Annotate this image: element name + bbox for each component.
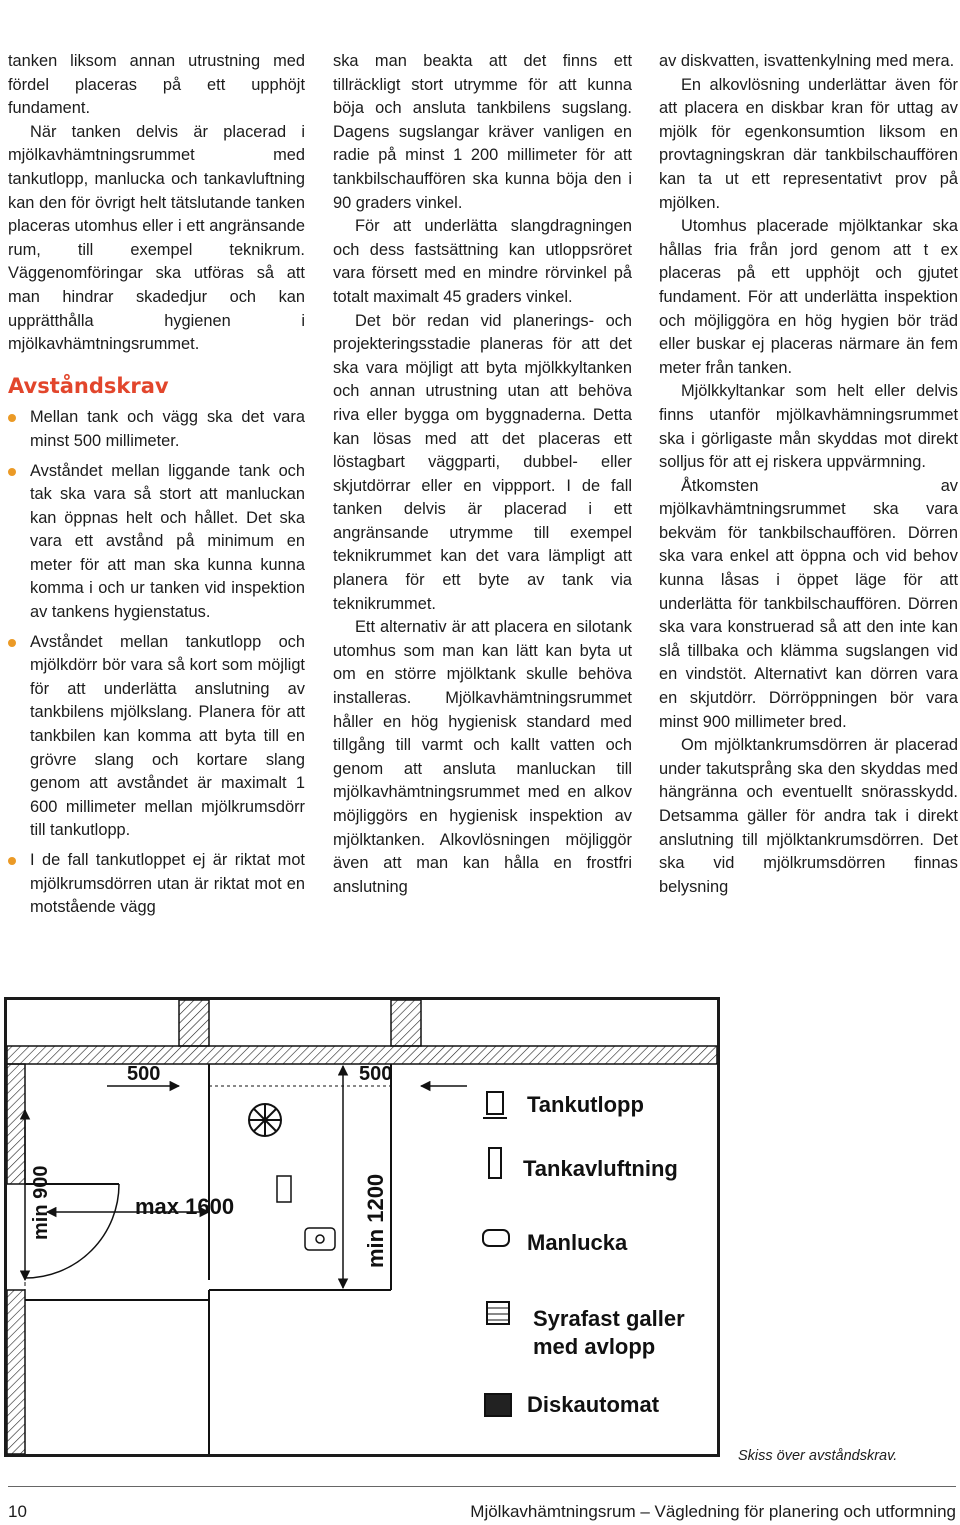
paragraph: ska man beakta att det finns ett tillräckligt stort utrymme för att kunna böja och ansluta tankbilens sugslang. Dagens sugslangar kräver vanligen en radie på minst 1 200 millimeter för att tankbilschauffören ska kunna böja den i 90 graders vinkel. <box>333 52 632 212</box>
legend-symbols <box>483 1092 511 1416</box>
page-number: 10 <box>8 1502 27 1521</box>
dim-label-min1200: min 1200 <box>363 1173 388 1268</box>
bullet-list <box>8 406 305 919</box>
column-2 <box>333 50 632 899</box>
list-item-text: Avståndet mellan tankutlopp och mjölkdörr bör vara så kort som möjligt för att underlätta anslutning av tankbilens mjölkslang. Planera för att tankbilen kan komma att byta till en grövre slang och kortare slang genom att avståndet är maximalt 1 600 millimeter mellan mjölkrumsdörr till tankutlopp. <box>30 632 305 840</box>
list-item-text: Avståndet mellan liggande tank och tak ska vara så stort att manluckan kan öppnas helt och hållet. Det ska vara ett avstånd på minimum en meter för att man ska kunna kunna komma i och ur tanken vid inspektion av tankens hygienstatus. <box>30 461 305 622</box>
paragraph: En alkovlösning underlättar även för att placera en diskbar kran för uttag av mjölk för egenkonsumtion liksom en provtagningskran där tankbilschauffören kan ta ut ett representativt prov på mjölken. <box>659 75 958 212</box>
list-item <box>8 849 305 920</box>
list-item <box>8 631 305 843</box>
running-title: Mjölkavhämtningsrum – Vägledning för planering och utformning <box>470 1502 956 1521</box>
section-heading: Avståndskrav <box>8 373 169 398</box>
paragraph: Ett alternativ är att placera en silotank utomhus som man kan lätt kan byta ut om en större mjölktank skulle behöva installeras. Mjölkavhämtningsrummet håller en hög hygienisk standard med tillgång till varmt och kallt vatten och genom att ansluta manluckan till mjölkavhämtningsrummet med en alkov möjliggörs en hygienisk inspektion av mjölktanken. Alkovlösningen möjliggör även att man kan hålla en frostfri anslutning <box>333 618 632 896</box>
paragraph: För att underlätta slangdragningen och dess fastsättning kan utloppsröret vara försett med en mindre rörvinkel på totalt maximalt 45 graders vinkel. <box>333 217 632 306</box>
list-item <box>8 460 305 625</box>
paragraph: Mjölkkyltankar som helt eller delvis finns utanför mjölkavhämningsrummet ska i görligaste mån skyddas mot direkt solljus för att ej riskera uppvärmning. <box>659 382 958 472</box>
dim-label-min900: min 900 <box>30 1165 52 1240</box>
bullet-icon <box>8 639 16 647</box>
dim-label-500-right: 500 <box>359 1063 393 1085</box>
legend-label-tankavluftning: Tankavluftning <box>523 1156 678 1181</box>
floor-plan-drawing <box>7 1000 717 1454</box>
list-item-text: I de fall tankutloppet ej är riktat mot mjölkrumsdörren utan är riktat mot en motstående vägg <box>30 851 305 917</box>
legend-label-tankutlopp: Tankutlopp <box>527 1092 644 1117</box>
list-item-text: Mellan tank och vägg ska det vara minst 500 millimeter. <box>30 408 305 450</box>
bullet-icon <box>8 857 16 865</box>
figure-caption: Skiss över avståndskrav. <box>738 1448 898 1464</box>
tank-symbols <box>249 1104 335 1250</box>
paragraph: Utomhus placerade mjölktankar ska hållas fria från jord genom att t ex placeras på ett upphöjt och gjutet fundament. För att underlätta inspektion och möjliggöra en hög hygien bör träd eller buskar ej placeras närmare än fem meter från tanken. <box>659 217 958 377</box>
dimension-lines <box>25 1066 467 1288</box>
legend-label-galler <box>533 1306 691 1359</box>
floor-plan-figure <box>4 997 720 1457</box>
legend-label-galler-line1: Syrafast galler <box>533 1306 685 1331</box>
paragraph: Om mjölktankrumsdörren är placerad under takutsprång ska den skyddas med hängränna och eventuellt snörasskydd. Detsamma gäller för andra tak i direkt anslutning till mjölktankrumsdörren. Det ska vid mjölkrumsdörren finnas belysning <box>659 736 958 896</box>
paragraph: av diskvatten, isvattenkylning med mera. <box>659 52 955 70</box>
footer-rule <box>8 1486 956 1487</box>
legend-label-galler-line2: med avlopp <box>533 1334 656 1359</box>
paragraph: Det bör redan vid planerings- och projekteringsstadie planeras för att det ska vara möjligt att byta mjölkkyltanken och annan utrustning utan att behöva riva eller bygga om byggnaderna. Detta kan lösas med att det placeras ett löstagbart väggparti, dubbel- eller skjutdörrar eller en vippport. I de fall tanken delvis är placerad i ett angränsande utrymme till exempel teknikrummet kan det vara lämpligt att planera för ett byte av tank via teknikrummet. <box>333 311 632 613</box>
paragraph: När tanken delvis är placerad i mjölkavhämtningsrummet med tankutlopp, manlucka och tankavluftning kan den för övrigt helt tätslutande tanken placeras utomhus eller i ett angränsande rum, till exempel teknikrum. Väggenomföringar ska utföras så att man hindrar skadedjur och kan upprätthålla hygienen i mjölkavhämtningsrummet. <box>8 122 305 354</box>
paragraph: tanken liksom annan utrustning med fördel placeras på ett upphöjt fundament. <box>8 52 305 118</box>
legend-label-diskautomat: Diskautomat <box>527 1392 660 1417</box>
paragraph: Åtkomsten av mjölkavhämtningsrummet ska vara bekväm för tankbilschauffören. Dörren ska vara enkel att öppna och vid behov kunna låsas i öppet läge för att underlätta för tankbilschauffören. Dörren ska vara konstruerad så att den inte kan slå tillbaka och klämma sugslangen vid en vindstöt. Alternativt kan dörren vara en skjutdörr. Dörröppningen bör vara minst 900 millimeter bred. <box>659 476 958 731</box>
legend-label-manlucka: Manlucka <box>527 1230 628 1255</box>
bullet-icon <box>8 414 16 422</box>
list-item <box>8 406 305 453</box>
column-1 <box>8 50 305 926</box>
dim-label-max1600: max 1600 <box>135 1194 235 1219</box>
bullet-icon <box>8 468 16 476</box>
dim-label-500-left: 500 <box>127 1063 161 1085</box>
column-3 <box>659 50 958 899</box>
